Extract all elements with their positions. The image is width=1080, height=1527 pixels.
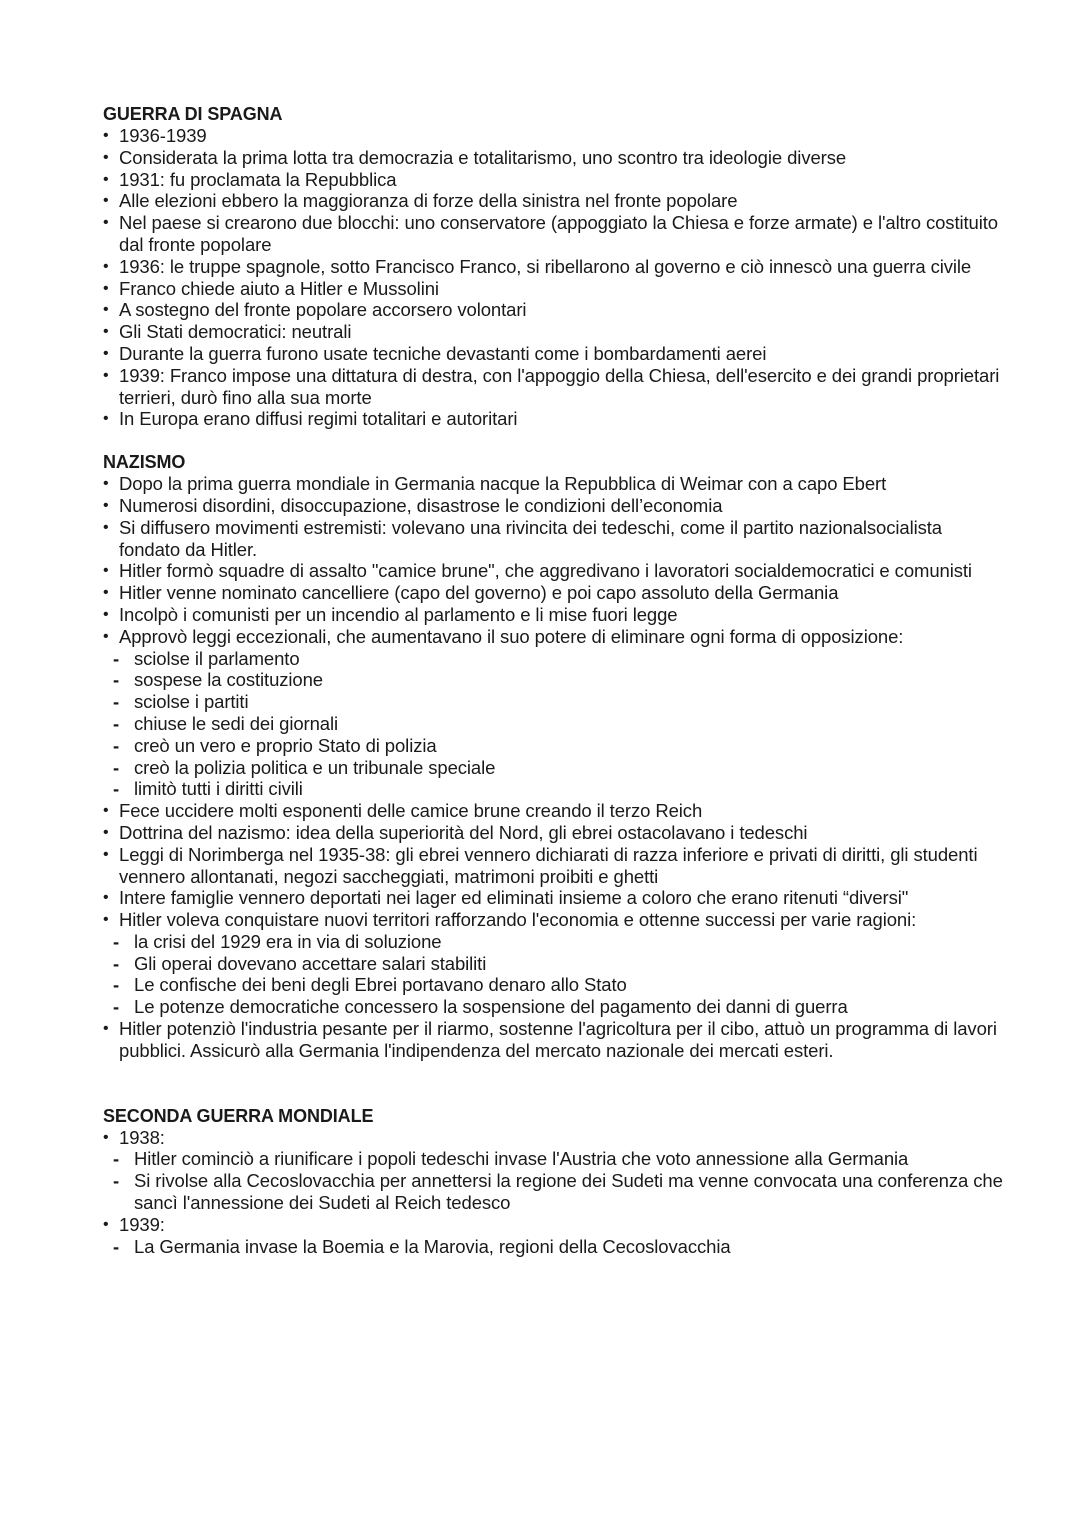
list-item (103, 887, 1003, 909)
sub-list (103, 931, 1003, 1018)
sub-list-item: - Le confische dei beni degli Ebrei portavano denaro allo Stato (103, 974, 1003, 996)
list-item-text: Numerosi disordini, disoccupazione, disastrose le condizioni dell’economia (119, 494, 723, 516)
sub-list-item: - Hitler cominciò a riunificare i popoli tedeschi invase l'Austria che voto annessione alla Germania (103, 1148, 1003, 1170)
list-item (103, 1018, 1003, 1062)
list-item-text: Dopo la prima guerra mondiale in Germania nacque la Repubblica di Weimar con a capo Ebert (119, 473, 887, 495)
list-item-text: Durante la guerra furono usate tecniche devastanti come i bombardamenti aerei (119, 342, 767, 364)
sub-list-item: - creò la polizia politica e un tribunale speciale (103, 757, 1003, 779)
sub-list-item: - Le potenze democratiche concessero la sospensione del pagamento dei danni di guerra (103, 996, 1003, 1018)
list-item-text: Alle elezioni ebbero la maggioranza di forze della sinistra nel fronte popolare (119, 190, 738, 212)
list-item-text: Hitler formò squadre di assalto "camice brune", che aggredivano i lavoratori socialdemocratici e comunisti (119, 560, 972, 582)
list-item-text: Incolpò i comunisti per un incendio al parlamento e li mise fuori legge (119, 603, 678, 625)
list-item (103, 343, 1003, 365)
list-item-text: 1938: (119, 1126, 165, 1148)
list-item (103, 147, 1003, 169)
list-item (103, 909, 1003, 1018)
sub-list-item: - limitò tutti i diritti civili (103, 778, 1003, 800)
list-item-text: Intere famiglie vennero deportati nei lager ed eliminati insieme a coloro che erano ritenuti “diversi" (119, 887, 909, 909)
list-item (103, 517, 1003, 561)
list-item-text: Franco chiede aiuto a Hitler e Mussolini (119, 277, 439, 299)
section-title: NAZISMO (103, 452, 186, 473)
list-item (103, 582, 1003, 604)
list-item (103, 256, 1003, 278)
list-item-text: Approvò leggi eccezionali, che aumentavano il suo potere di eliminare ogni forma di opposizione: (119, 625, 904, 647)
list-item-text: A sostegno del fronte popolare accorsero volontari (119, 299, 527, 321)
list-item (103, 822, 1003, 844)
list-item-text: Hitler voleva conquistare nuovi territori rafforzando l'economia e ottenne successi per varie ragioni: (119, 909, 917, 931)
list-item-text: Considerata la prima lotta tra democrazia e totalitarismo, uno scontro tra ideologie diverse (119, 146, 847, 168)
list-item-text: Hitler potenziò l'industria pesante per il riarmo, sostenne l'agricoltura per il cibo, attuò un programma di lavori pubblici. Assicurò alla Germania l'indipendenza del mercato nazionale dei mercati esteri. (119, 1018, 997, 1061)
list-item-text: 1936: le truppe spagnole, sotto Francisco Franco, si ribellarono al governo e ciò innescò una guerra civile (119, 255, 972, 277)
sub-list-item: - creò un vero e proprio Stato di polizia (103, 735, 1003, 757)
sub-list-item: - la crisi del 1929 era in via di soluzione (103, 931, 1003, 953)
list-item (103, 212, 1003, 256)
list-item (103, 365, 1003, 409)
section-3 (103, 1105, 1003, 1258)
list-item-text: Nel paese si crearono due blocchi: uno conservatore (appoggiato la Chiesa e forze armate) e l'altro costituito dal fronte popolare (119, 212, 998, 255)
section-2 (103, 451, 1003, 1062)
bullet-list (103, 1127, 1003, 1258)
list-item (103, 604, 1003, 626)
sub-list-item: - chiuse le sedi dei giornali (103, 713, 1003, 735)
sub-list (103, 1148, 1003, 1213)
section-1 (103, 103, 1003, 430)
sub-list-item: - sospese la costituzione (103, 669, 1003, 691)
list-item (103, 190, 1003, 212)
list-item-text: Hitler venne nominato cancelliere (capo del governo) e poi capo assoluto della Germania (119, 582, 839, 604)
list-item-text: Fece uccidere molti esponenti delle camice brune creando il terzo Reich (119, 800, 703, 822)
list-item-text: Dottrina del nazismo: idea della superiorità del Nord, gli ebrei ostacolavano i tedeschi (119, 821, 808, 843)
list-item (103, 321, 1003, 343)
list-item-text: 1931: fu proclamata la Repubblica (119, 168, 397, 190)
list-item (103, 626, 1003, 800)
sub-list-item: - sciolse i partiti (103, 691, 1003, 713)
section-title: SECONDA GUERRA MONDIALE (103, 1105, 374, 1126)
list-item (103, 1214, 1003, 1258)
list-item (103, 800, 1003, 822)
list-item-text: 1939: Franco impose una dittatura di destra, con l'appoggio della Chiesa, dell'esercito e dei grandi proprietari terrieri, durò fino alla sua morte (119, 364, 1000, 408)
list-item (103, 560, 1003, 582)
list-item (103, 473, 1003, 495)
list-item-text: Si diffusero movimenti estremisti: volevano una rivincita dei tedeschi, come il partito nazionalsocialista fondato da Hitler. (119, 516, 942, 560)
sub-list (103, 1236, 1003, 1258)
list-item (103, 169, 1003, 191)
list-item (103, 408, 1003, 430)
list-item (103, 299, 1003, 321)
sub-list-item: - La Germania invase la Boemia e la Marovia, regioni della Cecoslovacchia (103, 1236, 1003, 1258)
list-item (103, 844, 1003, 888)
bullet-list (103, 125, 1003, 430)
sub-list (103, 648, 1003, 801)
list-item-text: Leggi di Norimberga nel 1935-38: gli ebrei vennero dichiarati di razza inferiore e privati di diritti, gli studenti vennero allontanati, negozi saccheggiati, matrimoni proibiti e ghetti (119, 843, 978, 887)
sub-list-item: - Si rivolse alla Cecoslovacchia per annettersi la regione dei Sudeti ma venne convocata una conferenza che sancì l'annessione dei Sudeti al Reich tedesco (103, 1170, 1003, 1214)
bullet-list (103, 473, 1003, 1062)
document-page (103, 103, 1003, 1257)
sub-list-item: - sciolse il parlamento (103, 648, 1003, 670)
list-item (103, 495, 1003, 517)
section-title: GUERRA DI SPAGNA (103, 104, 283, 124)
list-item-text: In Europa erano diffusi regimi totalitari e autoritari (119, 408, 518, 430)
list-item-text: 1936-1939 (119, 125, 207, 146)
list-item (103, 125, 1003, 147)
list-item (103, 278, 1003, 300)
sub-list-item: - Gli operai dovevano accettare salari stabiliti (103, 953, 1003, 975)
list-item-text: 1939: (119, 1213, 165, 1235)
list-item-text: Gli Stati democratici: neutrali (119, 321, 352, 343)
list-item (103, 1127, 1003, 1214)
